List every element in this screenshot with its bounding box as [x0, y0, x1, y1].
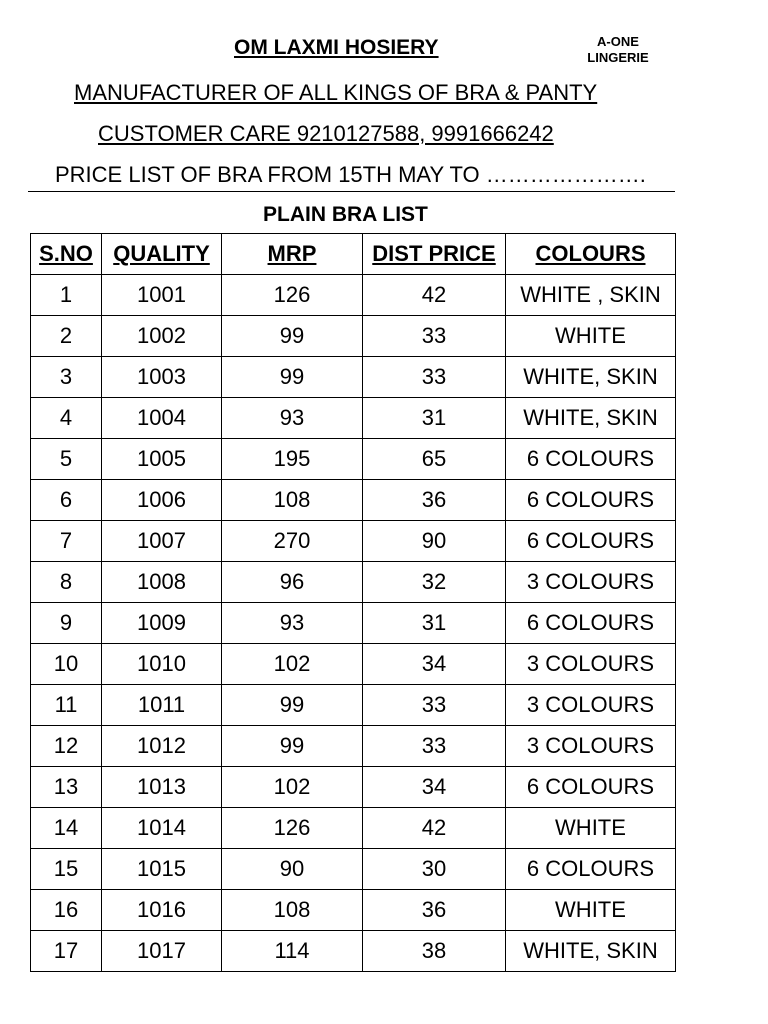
brand-line-1: A-ONE	[597, 34, 639, 49]
mrp-cell: 93	[222, 603, 363, 644]
mrp-cell: 195	[222, 439, 363, 480]
mrp-cell: 99	[222, 726, 363, 767]
brand-line-2: LINGERIE	[587, 50, 649, 65]
dist-price-cell: 42	[363, 808, 506, 849]
dist-price-cell: 31	[363, 398, 506, 439]
quality-cell: 1010	[102, 644, 222, 685]
dist-price-cell: 33	[363, 685, 506, 726]
mrp-cell: 114	[222, 931, 363, 972]
quality-cell: 1014	[102, 808, 222, 849]
colours-cell: 6 COLOURS	[506, 439, 676, 480]
dist-price-cell: 34	[363, 767, 506, 808]
table-header-row	[31, 234, 676, 275]
colours-cell: WHITE, SKIN	[506, 357, 676, 398]
table-row	[31, 521, 676, 562]
col-quality-header: QUALITY	[102, 234, 222, 275]
colours-cell: 6 COLOURS	[506, 480, 676, 521]
tagline: MANUFACTURER OF ALL KINGS OF BRA & PANTY	[74, 80, 598, 105]
mrp-cell: 99	[222, 316, 363, 357]
sno-cell: 8	[31, 562, 102, 603]
mrp-cell: 93	[222, 398, 363, 439]
table-row	[31, 480, 676, 521]
sno-cell: 11	[31, 685, 102, 726]
table-row	[31, 685, 676, 726]
sno-cell: 12	[31, 726, 102, 767]
sno-cell: 7	[31, 521, 102, 562]
col-dist-price-header: DIST PRICE	[363, 234, 506, 275]
table-row	[31, 439, 676, 480]
sno-cell: 6	[31, 480, 102, 521]
mrp-cell: 96	[222, 562, 363, 603]
mrp-cell: 99	[222, 357, 363, 398]
dist-price-cell: 42	[363, 275, 506, 316]
mrp-cell: 108	[222, 890, 363, 931]
dist-price-cell: 38	[363, 931, 506, 972]
colours-cell: 6 COLOURS	[506, 603, 676, 644]
quality-cell: 1002	[102, 316, 222, 357]
sno-cell: 16	[31, 890, 102, 931]
colours-cell: WHITE , SKIN	[506, 275, 676, 316]
table-row	[31, 890, 676, 931]
dist-price-cell: 32	[363, 562, 506, 603]
table-title: PLAIN BRA LIST	[263, 203, 428, 226]
sno-cell: 17	[31, 931, 102, 972]
colours-cell: 3 COLOURS	[506, 726, 676, 767]
sno-cell: 5	[31, 439, 102, 480]
table-row	[31, 726, 676, 767]
mrp-cell: 126	[222, 275, 363, 316]
dist-price-cell: 33	[363, 357, 506, 398]
brand-label	[578, 34, 658, 66]
table-row	[31, 562, 676, 603]
table-row	[31, 357, 676, 398]
dist-price-cell: 31	[363, 603, 506, 644]
table-row	[31, 275, 676, 316]
col-colours-header: COLOURS	[506, 234, 676, 275]
table-row	[31, 931, 676, 972]
mrp-cell: 90	[222, 849, 363, 890]
mrp-cell: 102	[222, 767, 363, 808]
table-body	[31, 275, 676, 972]
dist-price-cell: 30	[363, 849, 506, 890]
colours-cell: WHITE	[506, 316, 676, 357]
quality-cell: 1001	[102, 275, 222, 316]
table-row	[31, 808, 676, 849]
table-row	[31, 603, 676, 644]
colours-cell: 3 COLOURS	[506, 685, 676, 726]
mrp-cell: 102	[222, 644, 363, 685]
customer-care: CUSTOMER CARE 9210127588, 9991666242	[98, 121, 554, 146]
dist-price-cell: 65	[363, 439, 506, 480]
dist-price-cell: 33	[363, 316, 506, 357]
colours-cell: 6 COLOURS	[506, 521, 676, 562]
quality-cell: 1007	[102, 521, 222, 562]
sno-cell: 3	[31, 357, 102, 398]
sno-cell: 9	[31, 603, 102, 644]
sno-cell: 13	[31, 767, 102, 808]
colours-cell: WHITE, SKIN	[506, 931, 676, 972]
quality-cell: 1016	[102, 890, 222, 931]
dist-price-cell: 33	[363, 726, 506, 767]
mrp-cell: 126	[222, 808, 363, 849]
dist-price-cell: 36	[363, 890, 506, 931]
table-row	[31, 644, 676, 685]
quality-cell: 1015	[102, 849, 222, 890]
quality-cell: 1017	[102, 931, 222, 972]
quality-cell: 1006	[102, 480, 222, 521]
table-row	[31, 849, 676, 890]
colours-cell: WHITE	[506, 808, 676, 849]
dist-price-cell: 36	[363, 480, 506, 521]
colours-cell: WHITE	[506, 890, 676, 931]
sno-cell: 10	[31, 644, 102, 685]
colours-cell: 6 COLOURS	[506, 767, 676, 808]
quality-cell: 1008	[102, 562, 222, 603]
divider	[28, 191, 675, 192]
price-table	[30, 233, 676, 972]
colours-cell: 3 COLOURS	[506, 562, 676, 603]
quality-cell: 1004	[102, 398, 222, 439]
table-row	[31, 316, 676, 357]
dist-price-cell: 90	[363, 521, 506, 562]
dist-price-cell: 34	[363, 644, 506, 685]
colours-cell: 3 COLOURS	[506, 644, 676, 685]
sno-cell: 15	[31, 849, 102, 890]
quality-cell: 1013	[102, 767, 222, 808]
table-row	[31, 767, 676, 808]
quality-cell: 1012	[102, 726, 222, 767]
price-list-heading: PRICE LIST OF BRA FROM 15TH MAY TO ………………….	[55, 162, 646, 187]
quality-cell: 1003	[102, 357, 222, 398]
sno-cell: 4	[31, 398, 102, 439]
quality-cell: 1005	[102, 439, 222, 480]
mrp-cell: 99	[222, 685, 363, 726]
colours-cell: 6 COLOURS	[506, 849, 676, 890]
col-mrp-header: MRP	[222, 234, 363, 275]
sno-cell: 14	[31, 808, 102, 849]
company-name: OM LAXMI HOSIERY	[234, 36, 439, 59]
colours-cell: WHITE, SKIN	[506, 398, 676, 439]
col-sno-header: S.NO	[31, 234, 102, 275]
sno-cell: 1	[31, 275, 102, 316]
mrp-cell: 108	[222, 480, 363, 521]
sno-cell: 2	[31, 316, 102, 357]
mrp-cell: 270	[222, 521, 363, 562]
quality-cell: 1009	[102, 603, 222, 644]
quality-cell: 1011	[102, 685, 222, 726]
table-row	[31, 398, 676, 439]
